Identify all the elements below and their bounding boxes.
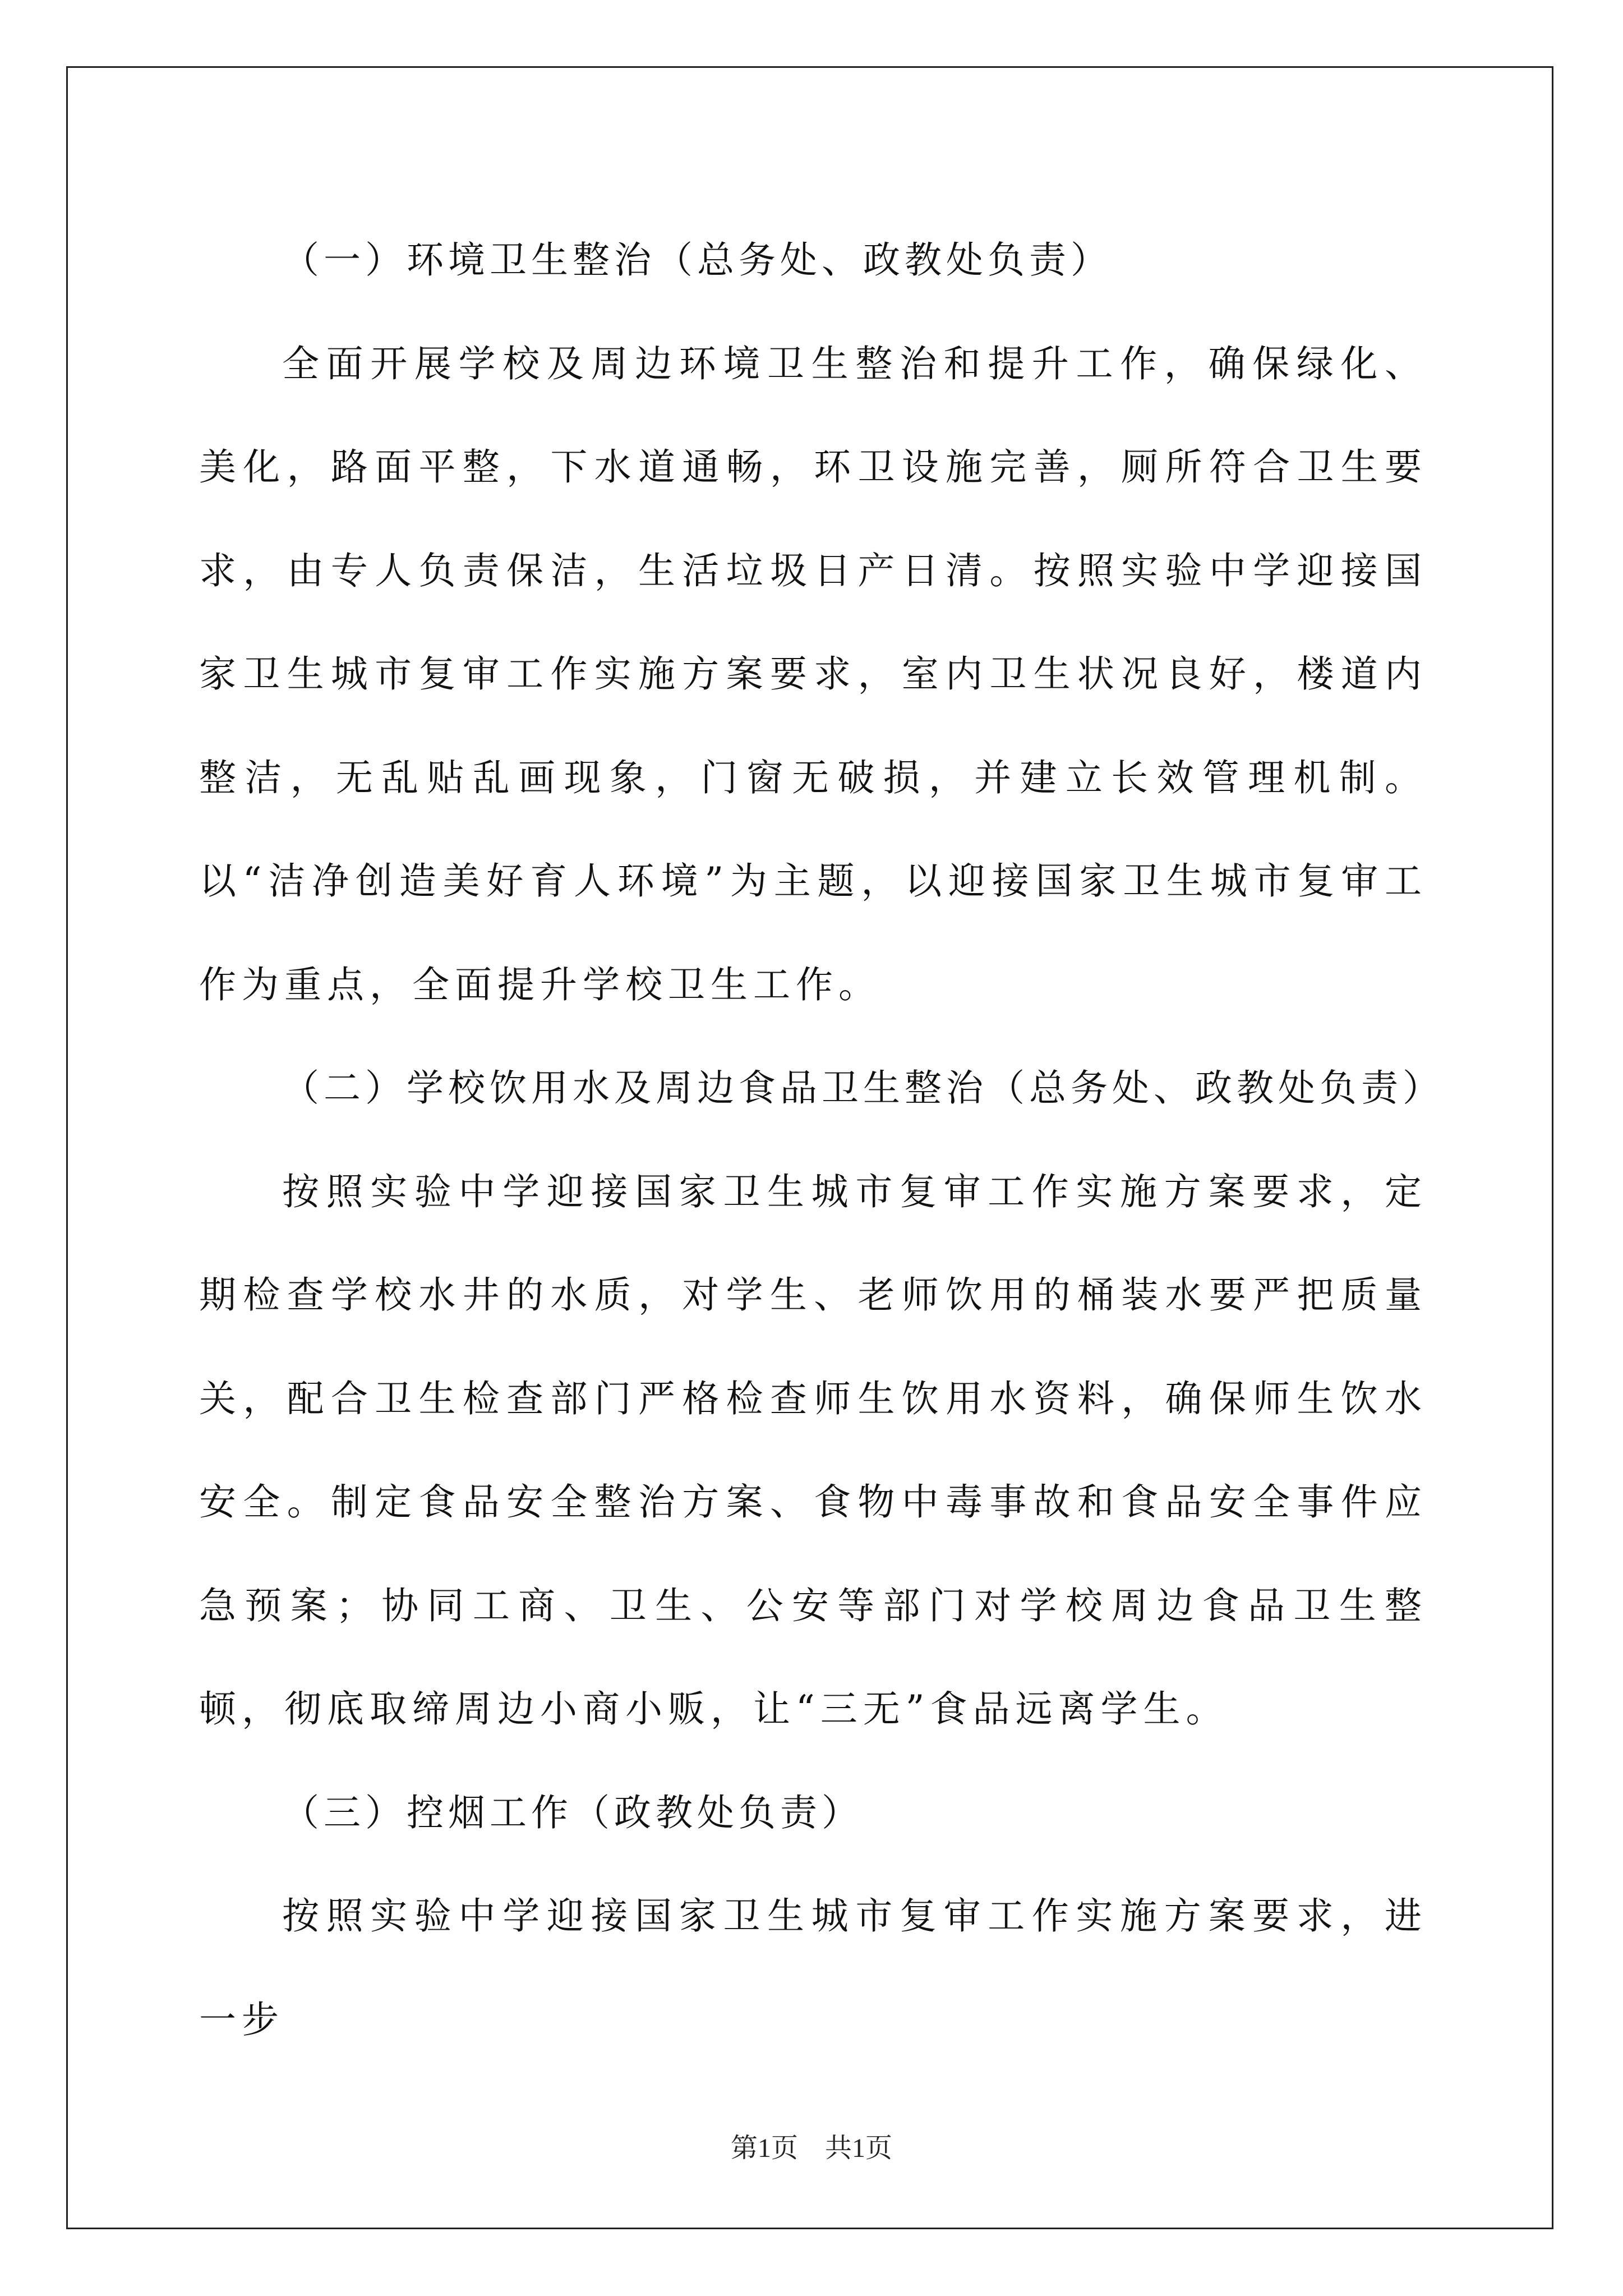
section-heading-1: （一）环境卫生整治（总务处、政教处负责） (282, 238, 1112, 282)
document-body (199, 209, 1444, 2072)
section-heading-3: （三）控烟工作（政教处负责） (282, 1791, 863, 1834)
body-paragraph-1: 全面开展学校及周边环境卫生整治和提升工作，确保绿化、美化，路面平整，下水道通畅，环卫设施完善，厕所符合卫生要求，由专人负责保洁，生活垃圾日产日清。按照实验中学迎接国家卫生城市复审工作实施方案要求，室内卫生状况良好，楼道内整洁，无乱贴乱画现象，门窗无破损，并建立长效管理机制。以“洁净创造美好育人环境”为主题，以迎接国家卫生城市复审工作为重点，全面提升学校卫生工作。 (199, 342, 1427, 1006)
section-heading-2: （二）学校饮用水及周边食品卫生整治（总务处、政教处负责） (282, 1066, 1444, 1110)
body-paragraph-2: 按照实验中学迎接国家卫生城市复审工作实施方案要求，定期检查学校水井的水质，对学生、老师饮用的桶装水要严把质量关，配合卫生检查部门严格检查师生饮用水资料，确保师生饮水安全。制定食品安全整治方案、食物中毒事故和食品安全事件应急预案；协同工商、卫生、公安等部门对学校周边食品卫生整顿，彻底取缔周边小商小贩，让“三无”食品远离学生。 (199, 1170, 1427, 1731)
page-footer: 第1页 共1页 (730, 2133, 892, 2163)
body-paragraph-3: 按照实验中学迎接国家卫生城市复审工作实施方案要求，进一步 (199, 1894, 1427, 2041)
